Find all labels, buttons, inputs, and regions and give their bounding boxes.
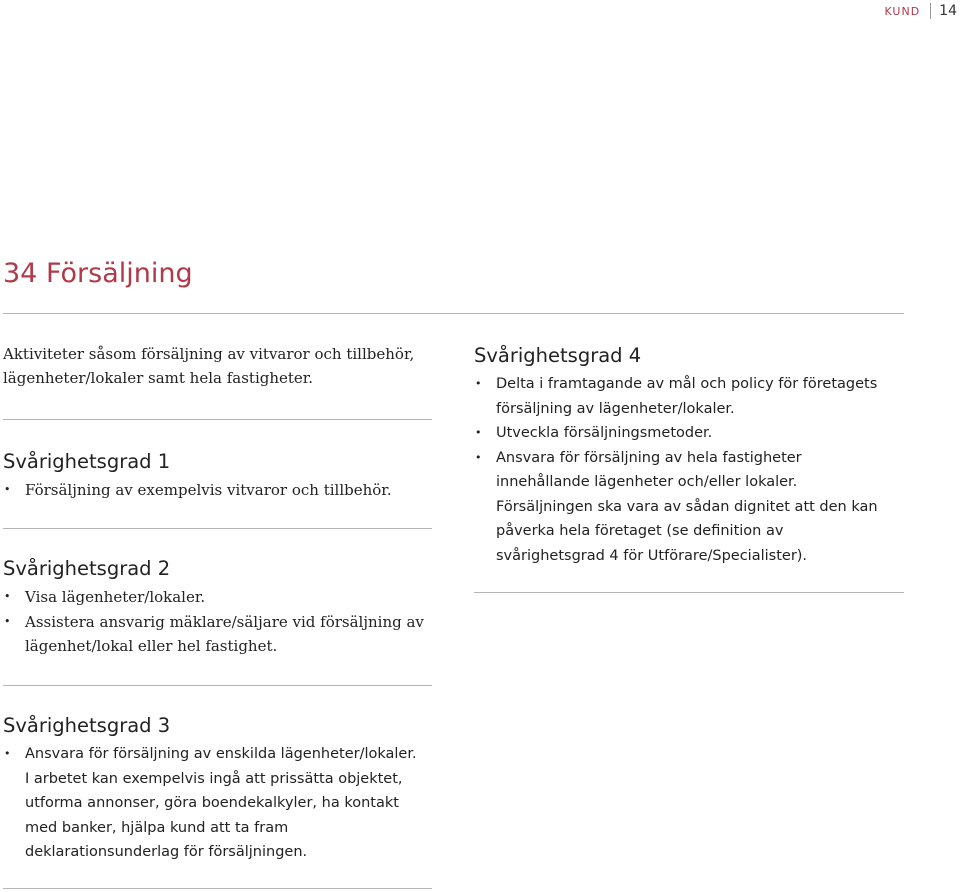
- level-3-item: • Ansvara för försäljning av enskilda lägenheter/lokaler. I arbetet kan exempelvis ingå att prissätta objektet, utforma annonser, göra boendekalkyler, ha kontakt med banker, hjälpa kund att ta fram deklarationsunderlag för försäljningen.: [3, 742, 423, 865]
- running-header-divider: [930, 3, 931, 19]
- chapter-title-rule: [3, 313, 904, 314]
- section-divider-2: [3, 528, 432, 529]
- difficulty-level-1: [3, 449, 433, 503]
- page-number: 14: [939, 3, 957, 19]
- level-1-list: [3, 478, 433, 503]
- level-2-heading: Svårighetsgrad 2: [3, 557, 171, 580]
- section-divider-4: [3, 888, 432, 889]
- level-4-heading: Svårighetsgrad 4: [474, 344, 642, 367]
- section-divider-1: [3, 419, 432, 420]
- intro-paragraph: Aktiviteter såsom försäljning av vitvaror och tillbehör, lägenheter/lokaler samt hela fastigheter.: [3, 345, 415, 387]
- section-divider-right: [474, 592, 904, 593]
- level-4-item: • Ansvara för försäljning av hela fastigheter innehållande lägenheter och/eller lokaler. Försäljningen ska vara av sådan dignitet att den kan påverka hela företaget (se definition av svårighetsgrad 4 för Utförare/Specialister).: [474, 446, 894, 569]
- level-2-item: • Assistera ansvarig mäklare/säljare vid försäljning av lägenhet/lokal eller hel fastighet.: [3, 610, 433, 659]
- running-header: [885, 2, 958, 20]
- difficulty-level-3: [3, 713, 423, 865]
- level-2-item: • Visa lägenheter/lokaler.: [3, 585, 433, 610]
- difficulty-level-4: [474, 343, 894, 568]
- level-3-list: [3, 742, 423, 865]
- level-4-item: • Delta i framtagande av mål och policy för företagets försäljning av lägenheter/lokaler.: [474, 372, 894, 421]
- running-header-section: KUND: [884, 4, 921, 18]
- level-4-item: • Utveckla försäljningsmetoder.: [474, 421, 894, 446]
- level-1-item: • Försäljning av exempelvis vitvaror och tillbehör.: [3, 478, 433, 503]
- level-2-list: [3, 585, 433, 659]
- level-3-heading: Svårighetsgrad 3: [3, 714, 171, 737]
- chapter-title: 34 Försäljning: [3, 258, 193, 289]
- section-divider-3: [3, 685, 432, 686]
- difficulty-level-2: [3, 556, 433, 659]
- level-4-list: [474, 372, 894, 568]
- level-1-heading: Svårighetsgrad 1: [3, 450, 171, 473]
